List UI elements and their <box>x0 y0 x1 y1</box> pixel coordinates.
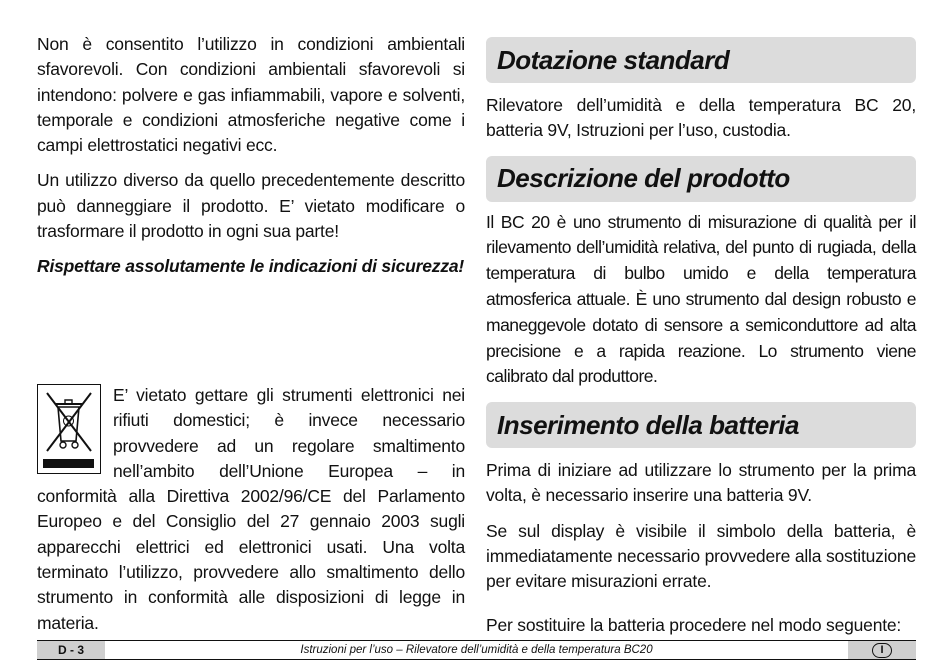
battery-paragraph-3: Per sostituire la batteria procedere nel modo seguente: <box>486 614 902 635</box>
battery-paragraph-1: Prima di iniziare ad utilizzare lo strumento per la prima volta, è necessario inserire una batteria 9V. <box>486 460 916 506</box>
disposal-section <box>37 383 465 636</box>
modification-paragraph: Un utilizzo diverso da quello precedentemente descritto può danneggiare il prodotto. E’ vietato modificare o trasformare il prodotto in ogni sua parte! <box>37 170 465 242</box>
heading-standard-equipment: Dotazione standard <box>486 37 916 83</box>
language-tab <box>848 641 916 659</box>
footer-title: Istruzioni per l’uso – Rilevatore dell’umidità e della temperatura BC20 <box>300 644 653 656</box>
safety-warning: Rispettare assolutamente le indicazioni di sicurezza! <box>37 256 465 277</box>
battery-paragraph-2: Se sul display è visibile il simbolo della batteria, è immediatamente necessario provvedere alla sostituzione per evitare misurazioni errate. <box>486 520 916 592</box>
product-description-text: Il BC 20 è uno strumento di misurazione di qualità per il rilevamento dell’umidità relativa, del punto di rugiada, della temperatura di bulbo umido e della temperatura atmosferica attuale. È uno strumento dal design robusto e maneggevole dotato di sensore a semiconduttore ad alta precisione e a rapida reazione. Lo strumento viene calibrato dal produttore. <box>486 211 916 387</box>
page-number: D - 3 <box>37 641 105 659</box>
usage-conditions-paragraph: Non è consentito l’utilizzo in condizioni ambientali sfavorevoli. Con condizioni ambientali sfavorevoli si intendono: polvere e gas infiammabili, vapore e solventi, temporale e condizioni atmosferiche negative come i campi elettrostatici negativi ecc. <box>37 34 465 156</box>
crossed-out-wheelie-bin-icon <box>37 384 101 474</box>
standard-equipment-text: Rilevatore dell’umidità e della temperatura BC 20, batteria 9V, Istruzioni per l’uso, custodia. <box>486 95 916 141</box>
right-column <box>486 32 916 638</box>
page-footer <box>37 640 916 660</box>
heading-battery-insertion: Inserimento della batteria <box>486 402 916 448</box>
left-column <box>37 32 465 280</box>
heading-product-description: Descrizione del prodotto <box>486 156 916 202</box>
language-badge: I <box>872 643 891 658</box>
disposal-text: E’ vietato gettare gli strumenti elettronici nei rifiuti domestici; è invece necessario provvedere ad un regolare smaltimento nell’ambito dell’Unione Europea – in conformità alla Direttiva 2002/96/CE del Parlamento Europeo e del Consiglio del 27 gennaio 2003 sugli apparecchi elettrici ed elettronici usati. Una volta terminato l’utilizzo, provvedere allo smaltimento dello strumento in conformità alle disposizioni di legge in materia. <box>37 385 465 633</box>
